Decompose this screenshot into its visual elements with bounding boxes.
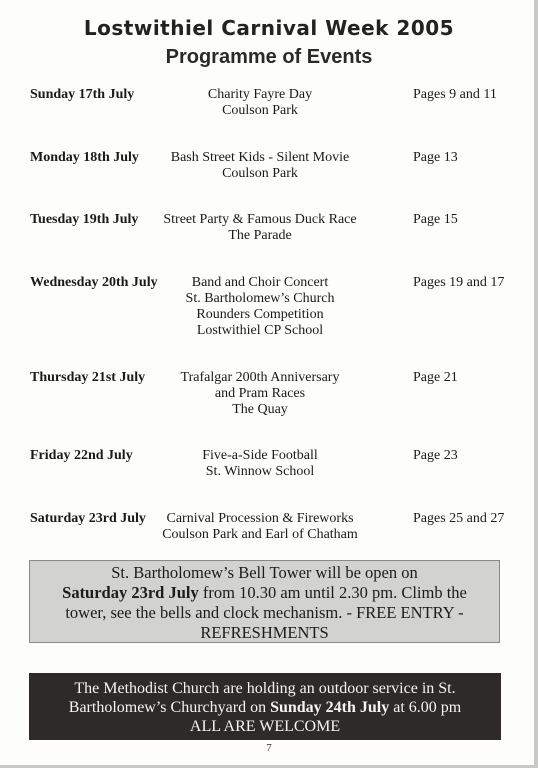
event-line: The Parade [228,228,292,243]
document-title: Lostwithiel Carnival Week 2005 [83,16,455,40]
event-pages: Page 15 [413,212,458,227]
notice-line: St. Bartholomew’s Bell Tower will be open on [111,563,418,582]
methodist-service-notice [29,673,501,740]
event-line: Five-a-Side Football [202,448,318,463]
event-day: Wednesday 20th July [30,275,158,290]
event-day: Thursday 21st July [30,370,146,385]
event-description [140,448,380,480]
event-description [140,150,380,182]
event-line: Carnival Procession & Fireworks [166,511,354,526]
event-line: Lostwithiel CP School [196,323,324,338]
notice-line: tower, see the bells and clock mechanism. - FREE ENTRY - [65,603,464,622]
event-line: Charity Fayre Day [207,87,313,102]
bell-tower-notice [29,560,500,643]
event-line: and Pram Races [214,386,306,401]
event-line: Trafalgar 200th Anniversary [180,370,340,385]
event-day: Friday 22nd July [30,448,133,463]
event-line: St. Bartholomew’s Church [185,291,335,306]
notice-line: ALL ARE WELCOME [189,718,341,735]
event-pages: Pages 25 and 27 [413,511,505,526]
notice-date: Sunday 24th July [270,699,390,716]
event-description [140,212,380,244]
event-pages: Page 13 [413,150,458,165]
event-line: Street Party & Famous Duck Race [163,212,357,227]
event-line: Bash Street Kids - Silent Movie [170,150,350,165]
notice-line [29,698,501,717]
page-number: 7 [266,742,272,754]
event-line: Coulson Park and Earl of Chatham [162,527,358,542]
event-description [140,87,380,119]
notice-line: REFRESHMENTS [200,623,329,642]
notice-line-text: Bartholomew’s Churchyard on [68,699,271,716]
notice-line [30,583,499,603]
event-line: Coulson Park [222,103,298,118]
event-description [140,370,380,418]
event-pages: Pages 19 and 17 [413,275,505,290]
event-day: Tuesday 19th July [30,212,139,227]
event-day: Sunday 17th July [30,87,135,102]
event-pages: Page 21 [413,370,458,385]
event-line: Coulson Park [222,166,298,181]
event-line: Rounders Competition [196,307,324,322]
event-pages: Page 23 [413,448,458,463]
event-line: St. Winnow School [205,464,315,479]
notice-line: The Methodist Church are holding an outdoor service in St. [74,680,456,697]
document-subtitle: Programme of Events [165,46,373,68]
event-line: Band and Choir Concert [191,275,329,290]
notice-line-text: from 10.30 am until 2.30 pm. Climb the [198,583,467,602]
event-day: Saturday 23rd July [30,511,146,526]
event-line: The Quay [232,402,288,417]
event-day: Monday 18th July [30,150,139,165]
notice-date: Saturday 23rd July [62,583,199,602]
notice-line-text: at 6.00 pm [389,699,462,716]
event-description [140,511,380,543]
event-pages: Pages 9 and 11 [413,87,497,102]
event-description [140,275,380,339]
